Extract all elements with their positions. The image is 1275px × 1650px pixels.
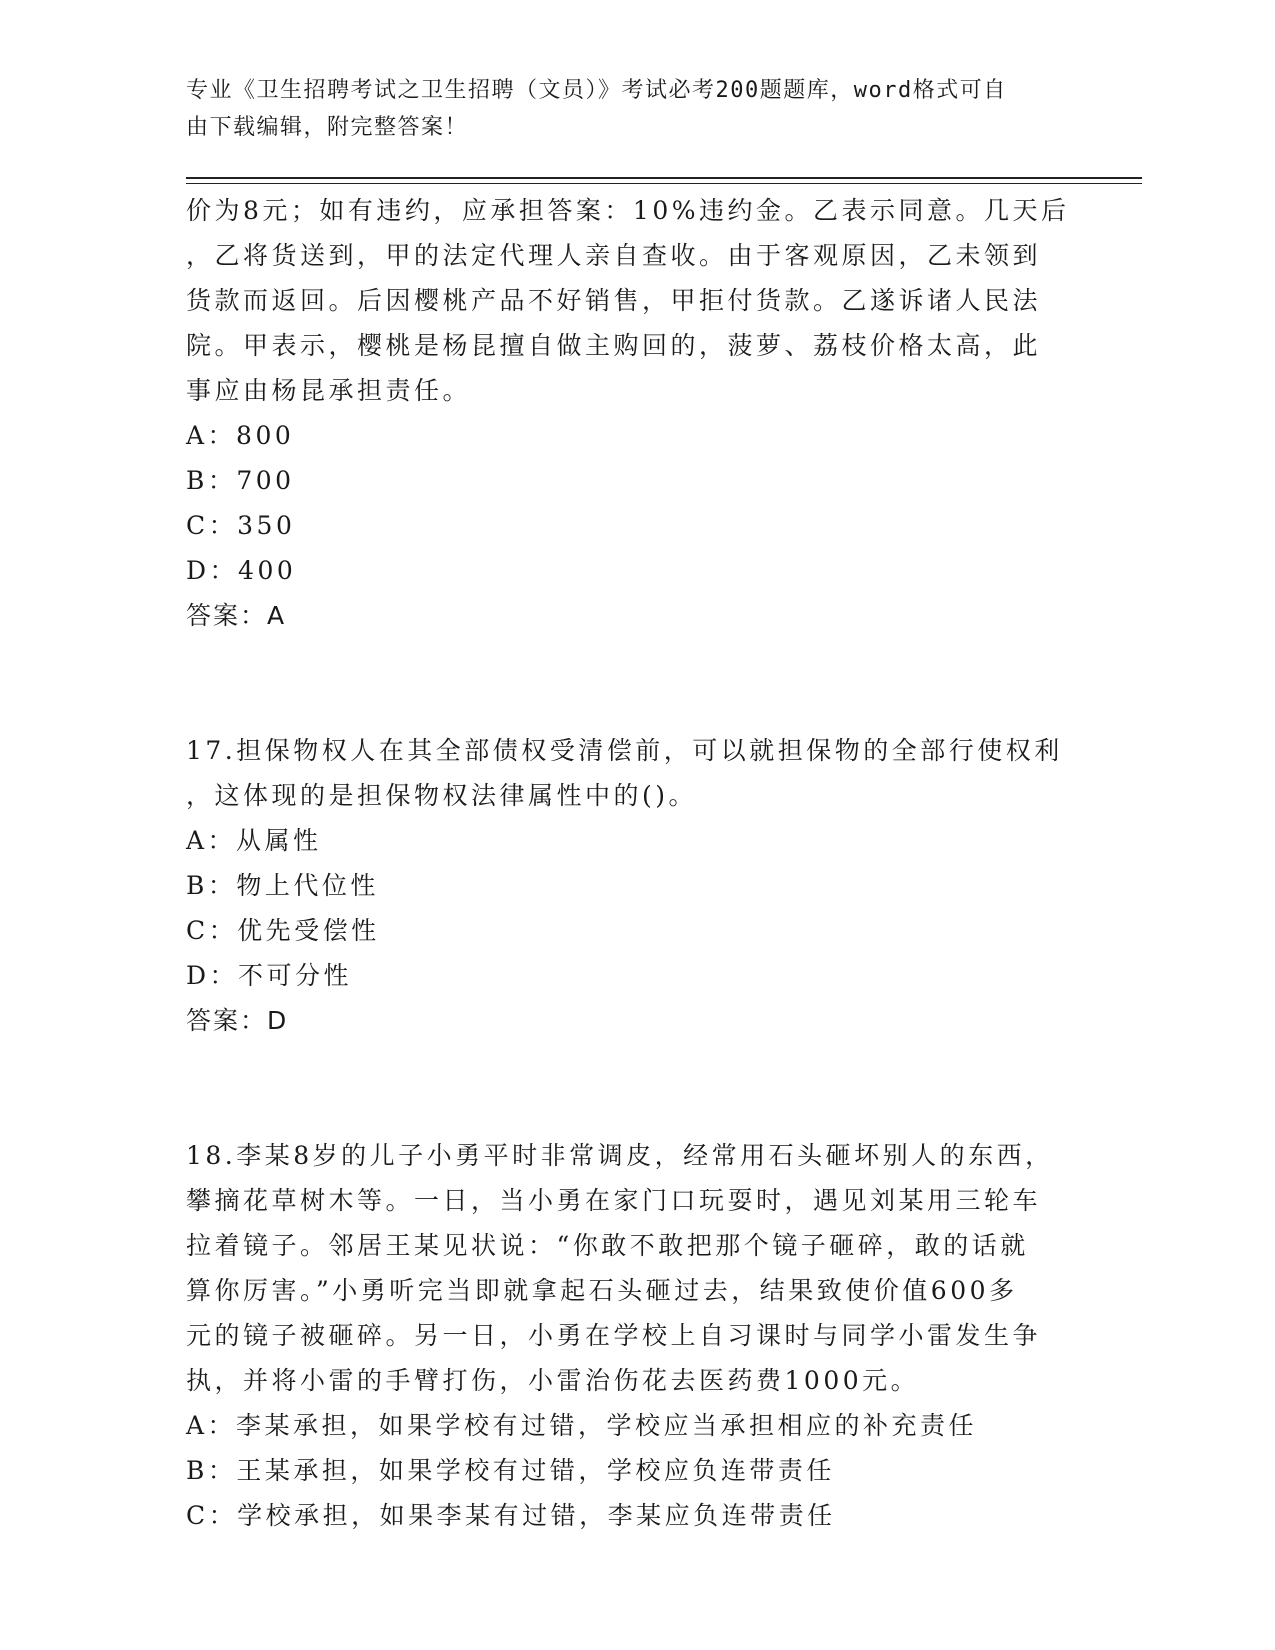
- question-stem-line: 事应由杨昆承担责任。: [186, 376, 472, 405]
- option-a: A：800: [186, 421, 295, 450]
- option-a: A：李某承担，如果学校有过错，学校应当承担相应的补充责任: [186, 1411, 978, 1440]
- spacer: [186, 1043, 1086, 1133]
- question-stem-line: 算你厉害。”小勇听完当即就拿起石头砸过去，结果致使价值600多: [186, 1276, 1018, 1305]
- header-line: 专业《卫生招聘考试之卫生招聘（文员）》考试必考200题题库，word格式可自: [186, 78, 1007, 103]
- option-b: B：物上代位性: [186, 871, 379, 900]
- option-b: B：700: [186, 466, 295, 495]
- option-a: A：从属性: [186, 826, 322, 855]
- header-divider: [186, 177, 1142, 179]
- answer: 答案：D: [186, 1006, 289, 1035]
- question-stem-line: 元的镜子被砸碎。另一日，小勇在学校上自习课时与同学小雷发生争: [186, 1321, 1042, 1350]
- question-stem-line: 价为8元；如有违约，应承担答案：10%违约金。乙表示同意。几天后: [186, 196, 1070, 225]
- question-stem-line: 院。甲表示，樱桃是杨昆擅自做主购回的，菠萝、荔枝价格太高，此: [186, 331, 1042, 360]
- question-stem-line: 17.担保物权人在其全部债权受清偿前，可以就担保物的全部行使权利: [186, 736, 1063, 765]
- question-stem-line: 货款而返回。后因樱桃产品不好销售，甲拒付货款。乙遂诉诸人民法: [186, 286, 1042, 315]
- question-stem-line: ，这体现的是担保物权法律属性中的()。: [186, 781, 698, 810]
- question-stem-line: ，乙将货送到，甲的法定代理人亲自查收。由于客观原因，乙未领到: [186, 241, 1042, 270]
- document-header: [186, 72, 1066, 146]
- question-stem-line: 执，并将小雷的手臂打伤，小雷治伤花去医药费1000元。: [186, 1366, 920, 1395]
- option-d: D：400: [186, 556, 297, 585]
- question-stem-line: 18.李某8岁的儿子小勇平时非常调皮，经常用石头砸坏别人的东西，: [186, 1141, 1054, 1170]
- question-16: [186, 188, 1086, 638]
- answer: 答案：A: [186, 601, 287, 630]
- document-body: [186, 188, 1086, 1538]
- question-18: [186, 1133, 1086, 1538]
- option-c: C：350: [186, 511, 296, 540]
- question-17: [186, 728, 1086, 1043]
- header-line: 由下载编辑，附完整答案！: [186, 115, 469, 140]
- spacer: [186, 638, 1086, 728]
- option-d: D：不可分性: [186, 961, 353, 990]
- header-divider-thin: [186, 183, 1142, 184]
- question-stem-line: 拉着镜子。邻居王某见状说：“你敢不敢把那个镜子砸碎，敢的话就: [186, 1231, 1029, 1260]
- question-stem-line: 攀摘花草树木等。一日，当小勇在家门口玩耍时，遇见刘某用三轮车: [186, 1186, 1042, 1215]
- option-c: C：学校承担，如果李某有过错，李某应负连带责任: [186, 1501, 836, 1530]
- option-c: C：优先受偿性: [186, 916, 380, 945]
- option-b: B：王某承担，如果学校有过错，学校应负连带责任: [186, 1456, 835, 1485]
